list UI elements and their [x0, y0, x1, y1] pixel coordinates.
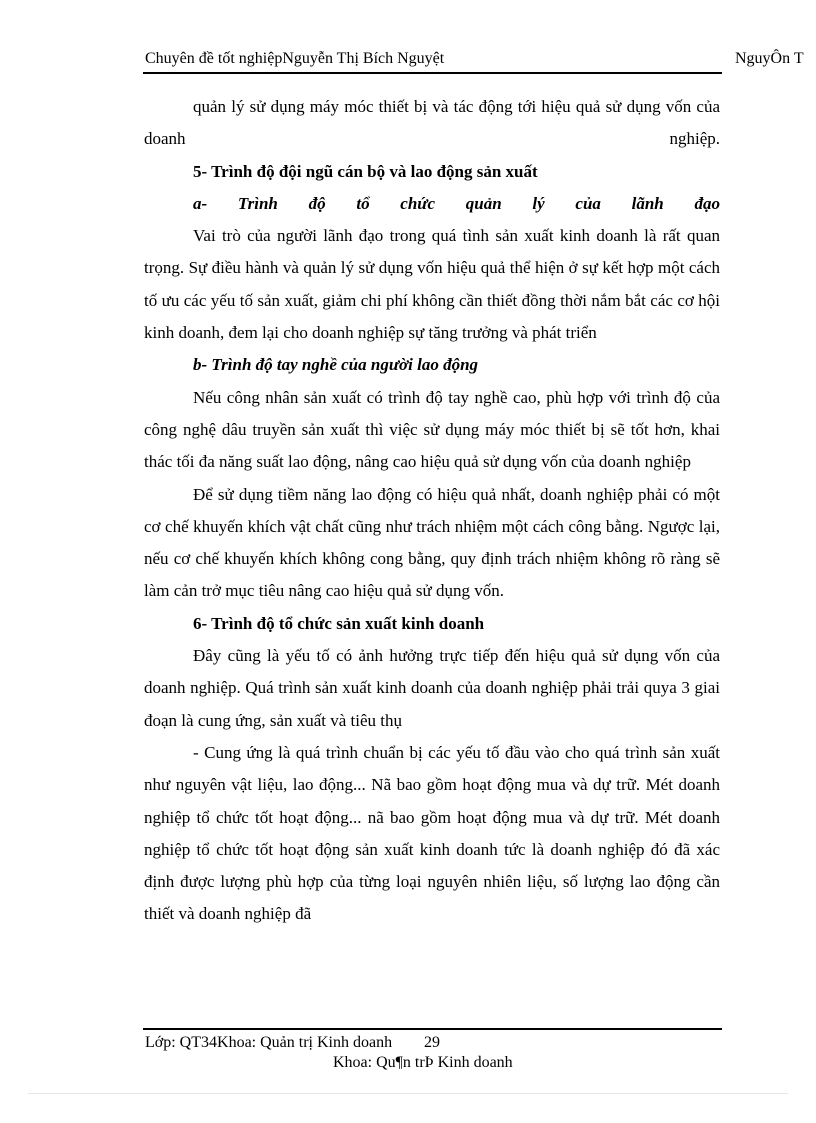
paragraph-1: quản lý sử dụng máy móc thiết bị và tác động tới hiệu quả sử dụng vốn của doanh nghiệp.	[144, 97, 720, 149]
page-number: 29	[424, 1034, 440, 1051]
heading-6: 6- Trình độ tổ chức sản xuất kinh doanh	[193, 613, 485, 633]
header-rule	[143, 72, 722, 74]
header-title: Chuyên đề tốt nghiệpNguyễn Thị Bích Nguyệt	[145, 50, 445, 67]
paragraph-5: Đây cũng là yếu tố có ảnh hưởng trực tiếp đến hiệu quả sử dụng vốn của doanh nghiệp. Quá trình sản xuất kinh doanh của doanh nghiệp phải trải quya 3 giai đoạn là cung ứng, sản xuất và tiêu thụ	[144, 646, 720, 730]
paragraph-4: Để sử dụng tiềm năng lao động có hiệu quả nhất, doanh nghiệp phải có một cơ chế khuyến khích vật chất cũng như trách nhiệm một cách công bằng. Ngược lại, nếu cơ chế khuyến khích không cong bằng, quy định trách nhiệm không rõ ràng sẽ làm cản trở mục tiêu nâng cao hiệu quả sử dụng vốn.	[144, 484, 720, 601]
footer-rule	[143, 1028, 722, 1030]
footer-class: Lớp: QT34Khoa: Quản trị Kinh doanh	[145, 1034, 393, 1051]
paragraph-2: Vai trò của người lãnh đạo trong quá tình sản xuất kinh doanh là rất quan trọng. Sự điều hành và quản lý sử dụng vốn hiệu quả thể hiện ở sự kết hợp một cách tố ưu các yếu tố sản xuất, giảm chi phí không cần thiết đồng thời nắm bắt các cơ hội kinh doanh, đem lại cho doanh nghiệp sự tăng trưởng và phát triển	[144, 226, 720, 343]
document-body	[144, 91, 720, 931]
heading-5b: b- Trình độ tay nghề của người lao động	[193, 355, 479, 375]
page-header	[0, 48, 816, 72]
page-edge	[28, 1093, 788, 1094]
heading-5: 5- Trình độ đội ngũ cán bộ và lao động sản xuất	[193, 161, 538, 181]
paragraph-6: - Cung ứng là quá trình chuẩn bị các yếu tố đầu vào cho quá trình sản xuất như nguyên vật liệu, lao động... Nã bao gồm hoạt động mua và dự trữ. Mét doanh nghiệp tổ chức tốt hoạt động... nã bao gồm hoạt động mua và dự trữ. Mét doanh nghiệp tổ chức tốt hoạt động sản xuất kinh doanh tức là doanh nghiệp đó đã xác định được lượng phù hợp của từng loại nguyên nhiên liệu, số lượng lao động cần thiết và doanh nghiệp đã	[144, 742, 720, 924]
footer-faculty: Khoa: Qu¶n trÞ Kinh doanh	[333, 1054, 513, 1071]
paragraph-3: Nếu công nhân sản xuất có trình độ tay nghề cao, phù hợp với trình độ của công nghệ dâu truyền sản xuất thì việc sử dụng máy móc thiết bị sẽ tốt hơn, khai thác tối đa năng suất lao động, nâng cao hiệu quả sử dụng vốn của doanh nghiệp	[144, 387, 720, 472]
heading-5a: a- Trình độ tổ chức quản lý của lãnh đạo	[193, 193, 720, 213]
header-author: NguyÔn T	[735, 50, 804, 67]
